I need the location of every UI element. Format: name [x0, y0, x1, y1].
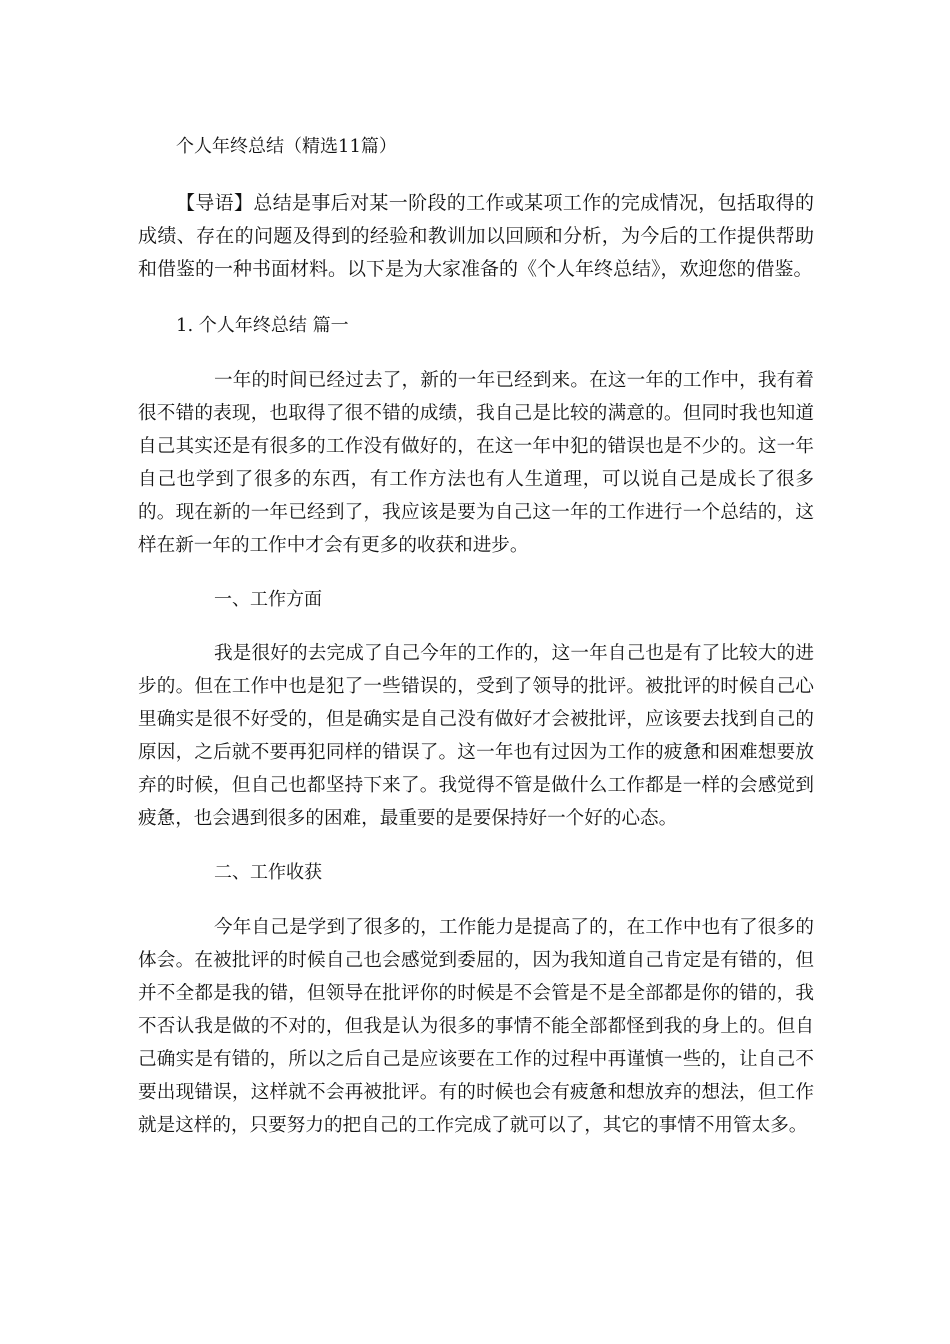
paragraph-1: 一年的时间已经过去了，新的一年已经到来。在这一年的工作中，我有着很不错的表现，也取得了很不错的成绩，我自己是比较的满意的。但同时我也知道自己其实还是有很多的工作没有做好的，在这一年中犯的错误也是不少的。这一年自己也学到了很多的东西，有工作方法也有人生道理，可以说自己是成长了很多的。现在新的一年已经到了，我应该是要为自己这一年的工作进行一个总结的，这样在新一年的工作中才会有更多的收获和进步。 — [138, 370, 814, 556]
subheading-work-gains: 二、工作收获 — [214, 862, 322, 883]
document-title: 个人年终总结（精选11篇） — [176, 136, 397, 157]
paragraph-3: 今年自己是学到了很多的，工作能力是提高了的，在工作中也有了很多的体会。在被批评的时候自己也会感觉到委屈的，因为我知道自己肯定是有错的，但并不全都是我的错，但领导在批评你的时候是不会管是不是全部都是你的错的，我不否认我是做的不对的，但我是认为很多的事情不能全部都怪到我的身上的。但自己确实是有错的，所以之后自己是应该要在工作的过程中再谨慎一些的，让自己不要出现错误，这样就不会再被批评。有的时候也会有疲惫和想放弃的想法，但工作就是这样的，只要努力的把自己的工作完成了就可以了，其它的事情不用管太多。 — [138, 917, 814, 1136]
subheading-work-aspect: 一、工作方面 — [214, 589, 322, 610]
section-1-title: 1. 个人年终总结 篇一 — [176, 315, 349, 336]
lead-paragraph: 【导语】总结是事后对某一阶段的工作或某项工作的完成情况，包括取得的成绩、存在的问题及得到的经验和教训加以回顾和分析，为今后的工作提供帮助和借鉴的一种书面材料。以下是为大家准备的《个人年终总结》，欢迎您的借鉴。 — [138, 192, 814, 280]
paragraph-2: 我是很好的去完成了自己今年的工作的，这一年自己也是有了比较大的进步的。但在工作中也是犯了一些错误的，受到了领导的批评。被批评的时候自己心里确实是很不好受的，但是确实是自己没有做好才会被批评，应该要去找到自己的原因，之后就不要再犯同样的错误了。这一年也有过因为工作的疲惫和困难想要放弃的时候，但自己也都坚持下来了。我觉得不管是做什么工作都是一样的会感觉到疲惫，也会遇到很多的困难，最重要的是要保持好一个好的心态。 — [138, 643, 814, 829]
